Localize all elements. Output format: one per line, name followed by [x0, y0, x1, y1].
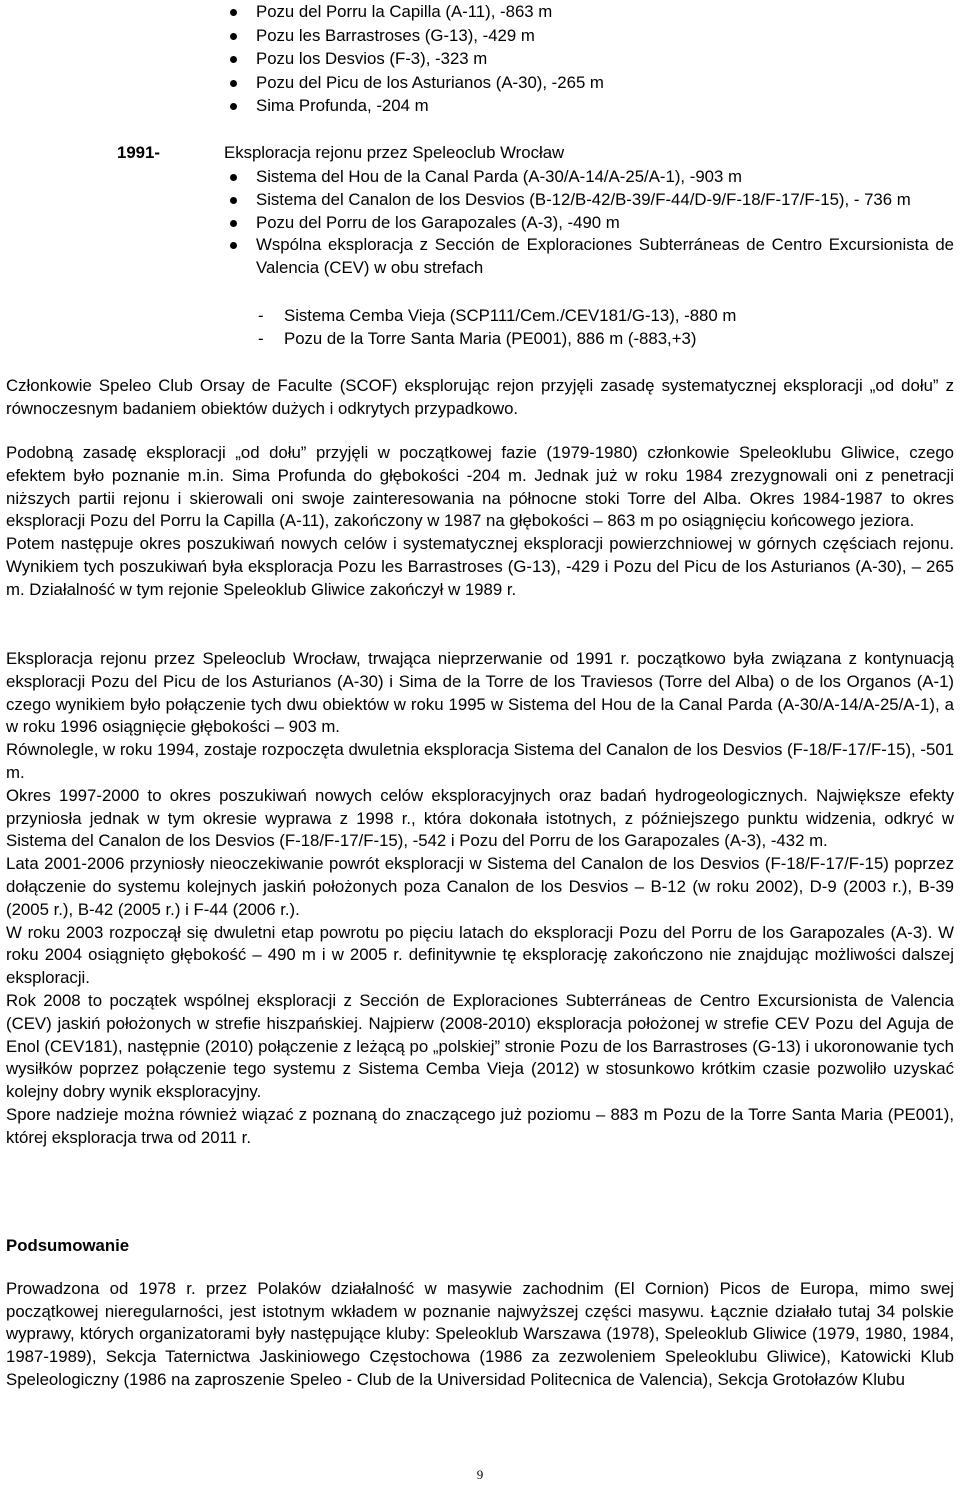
bullet-icon — [230, 9, 237, 16]
year-heading: Eksploracja rejonu przez Speleoclub Wrocław — [224, 143, 565, 162]
paragraph-text: Równolegle, w roku 1994, zostaje rozpoczęta dwuletnia eksploracja Sistema del Canalon de los Desvios (F-18/F-17/F-15), -501 m. — [6, 740, 954, 782]
paragraph-text: Eksploracja rejonu przez Speleoclub Wrocław, trwająca nieprzerwanie od 1991 r. początkowo była związana z kontynuacją eksploracji Pozu del Picu de los Asturianos (A-30) i Sima de la Torre de los Traviesos (Torre del Alba) o de los Organos (A-1) czego wynikiem było połączenie tych dwu obiektów w roku 1995 w Sistema del Hou de la Canal Parda (A-30/A-14/A-25/A-1), a w roku 1996 osiągnięcie głębokości – 903 m. — [6, 649, 954, 737]
list-item — [6, 212, 954, 235]
paragraph-text: Spore nadzieje można również wiązać z poznaną do znaczącego już poziomu – 883 m Pozu de la Torre Santa Maria (PE001), której eksploracja trwa od 2011 r. — [6, 1104, 954, 1147]
paragraph-text: Okres 1997-2000 to okres poszukiwań nowych celów eksploracyjnych oraz badań hydrogeologicznych. Największe efekty przyniosła jednak w tym okresie wyprawa z 1998 r., która dokonała istotnych, z późniejszego punktu widzenia, odkryć w Sistema del Canalon de los Desvios (F-18/F-17/F-15), -542 i Pozu del Porru de los Garapozales (A-3), -432 m. — [6, 785, 954, 851]
list-item-text: Pozu del Porru de los Garapozales (A-3), -490 m — [256, 212, 620, 232]
dash-list-item — [6, 328, 954, 351]
list-item — [6, 95, 954, 119]
paragraph-2 — [6, 442, 954, 602]
year-1991-list — [6, 166, 954, 280]
year-label: 1991- — [117, 143, 160, 162]
page-number: 9 — [476, 1467, 484, 1482]
paragraph-text: Lata 2001-2006 przyniosły nieoczekiwanie powrót eksploracji w Sistema del Canalon de los Desvios (F-18/F-17/F-15) poprzez dołączenie do systemu kolejnych jaskiń położonych poza Canalon de los Desvios – B-12 (w roku 2002), D-9 (2003 r.), B-39 (2005 r.), B-42 (2005 r.) i F-44 (2006 r.). — [6, 854, 954, 919]
summary-section — [6, 1235, 954, 1392]
paragraph-text: Podobną zasadę eksploracji „od dołu” przyjęli w początkowej fazie (1979-1980) członkowie Speleoklubu Gliwice, czego efektem było poznanie m.in. Sima Profunda do głębokości -204 m. Jednak już w roku 1984 zrezygnowali oni z penetracji niższych partii rejonu i skierowali oni swoje zainteresowania na północne stoki Torre del Alba. Okres 1984-1987 to okres eksploracji Pozu del Porru la Capilla (A-11), zakończony w 1987 na głębokości – 863 m po osiągnięciu końcowego jeziora. — [6, 443, 954, 531]
bullet-icon — [230, 103, 237, 110]
paragraph-text: Potem następuje okres poszukiwań nowych celów i systematycznej eksploracji powierzchniowej w górnych częściach rejonu. Wynikiem tych poszukiwań była eksploracja Pozu les Barrastroses (G-13), -429 i Pozu del Picu de los Asturianos (A-30), – 265 m. Działalność w tym rejonie Speleoklub Gliwice zakończył w 1989 r. — [6, 534, 954, 599]
list-item — [6, 1, 954, 25]
bullet-icon — [230, 242, 237, 249]
paragraph-text: W roku 2003 rozpoczął się dwuletni etap powrotu po pięciu latach do eksploracji Pozu del Porru de los Garapozales (A-3). W roku 2004 osiągnięto głębokość – 490 m i w 2005 r. definitywnie tę eksplorację zakończono nie znajdując możliwości dalszej eksploracji. — [6, 922, 954, 988]
list-item — [6, 48, 954, 72]
list-item-text: Pozu del Picu de los Asturianos (A-30), -265 m — [256, 72, 604, 92]
section-heading: Podsumowanie — [6, 1236, 130, 1255]
bullet-icon — [230, 174, 237, 181]
bullet-icon — [230, 220, 237, 227]
list-item — [6, 25, 954, 49]
paragraph-1 — [6, 375, 954, 421]
dash-list-item — [6, 305, 954, 328]
list-item-text: Pozu de la Torre Santa Maria (PE001), 886 m (-883,+3) — [284, 328, 697, 348]
list-item-text: Sistema del Hou de la Canal Parda (A-30/A-14/A-25/A-1), -903 m — [256, 167, 742, 186]
list-item-text: Sistema del Canalon de los Desvios (B-12/B-42/B-39/F-44/D-9/F-18/F-17/F-15), - 736 m — [256, 189, 911, 209]
paragraph-text: Członkowie Speleo Club Orsay de Faculte (SCOF) eksplorując rejon przyjęli zasadę systematycznej eksploracji „od dołu” z równoczesnym badaniem obiektów dużych i odkrytych przypadkowo. — [6, 376, 954, 418]
list-item-text: Sistema Cemba Vieja (SCP111/Cem./CEV181/G-13), -880 m — [284, 306, 737, 325]
bullet-icon — [230, 33, 237, 40]
paragraph-text: Prowadzona od 1978 r. przez Polaków działalność w masywie zachodnim (El Cornion) Picos de Europa, mimo swej początkowej nieregularności, jest istotnym wkładem w poznanie najwyższej części masywu. Łącznie działało tutaj 34 polskie wyprawy, których organizatorami były następujące kluby: Speleoklub Warszawa (1978), Speleoklub Gliwice (1979, 1980, 1984, 1987-1989), Sekcja Taternictwa Jaskiniowego Częstochowa (1986 za zezwoleniem Speleoklubu Gliwice), Katowicki Klub Speleologiczny (1986 na zaproszenie Speleo - Club de la Universidad Politecnica de Valencia), Sekcja Grotołazów Klubu — [6, 1278, 954, 1389]
list-item-text: Sima Profunda, -204 m — [256, 96, 429, 116]
list-item-text: Pozu del Porru la Capilla (A-11), -863 m — [256, 2, 553, 21]
paragraph-block-wroclaw — [6, 648, 954, 1150]
bullet-icon — [230, 197, 237, 204]
list-item-text: Pozu les Barrastroses (G-13), -429 m — [256, 25, 535, 45]
list-item — [6, 234, 954, 280]
list-item — [6, 189, 954, 212]
paragraph-text: Rok 2008 to początek wspólnej eksploracji z Sección de Exploraciones Subterráneas de Centro Excursionista de Valencia (CEV) jaskiń położonych w strefie hiszpańskiej. Najpierw (2008-2010) eksploracja położonej w strefie CEV Pozu del Aguja de Enol (CEV181), następnie (2010) połączenie z leżącą po „polskiej” stronie Pozu de los Barrastroses (G-13) i ukoronowanie tych wysiłków poprzez połączenie tego systemu z Sistema Cemba Vieja (2012) w stosunkowo krótkim czasie pozwoliło uzyskać kolejny dobry wynik eksploracyjny. — [6, 990, 954, 1102]
list-item — [6, 166, 954, 189]
list-item-text: Pozu los Desvios (F-3), -323 m — [256, 49, 488, 69]
cave-list — [6, 1, 954, 119]
list-item-text: Wspólna eksploracja z Sección de Exploraciones Subterráneas de Centro Excursionista de Valencia (CEV) w obu strefach — [256, 235, 954, 278]
list-item — [6, 72, 954, 96]
dash-marker: - — [258, 328, 264, 348]
bullet-icon — [230, 80, 237, 87]
bullet-icon — [230, 56, 237, 63]
dash-marker: - — [258, 306, 264, 325]
